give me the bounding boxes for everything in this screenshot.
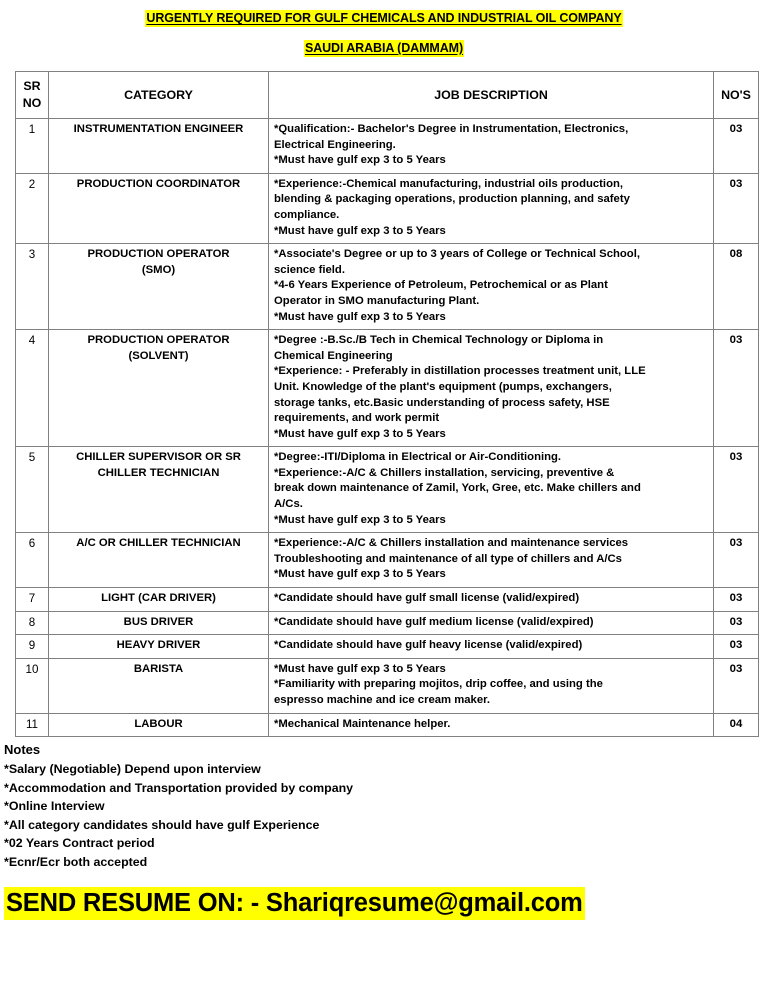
page-title-location: SAUDI ARABIA (DAMMAM) <box>304 41 464 55</box>
table-row <box>16 119 759 174</box>
cell-nos: 03 <box>714 588 759 612</box>
cell-sr-no: 5 <box>16 447 49 533</box>
cell-category <box>49 173 269 243</box>
note-line: *Accommodation and Transportation provided by company <box>4 780 354 795</box>
job-description-line: *Mechanical Maintenance helper. <box>274 717 451 730</box>
job-description-line: Unit. Knowledge of the plant's equipment (pumps, exchangers, <box>274 380 612 393</box>
category-line: PRODUCTION COORDINATOR <box>76 177 241 190</box>
job-description-line: *Associate's Degree or up to 3 years of College or Technical School, <box>274 248 640 261</box>
job-description-line: *Experience: - Preferably in distillation processes treatment unit, LLE <box>274 365 646 378</box>
job-description-line: *Degree :-B.Sc./B Tech in Chemical Technology or Diploma in <box>274 334 604 347</box>
note-line: *Ecnr/Ecr both accepted <box>4 854 148 869</box>
jobs-table-body <box>16 119 759 737</box>
notes-section <box>4 741 768 871</box>
job-description-line: Chemical Engineering <box>274 349 393 362</box>
column-header-job-description: JOB DESCRIPTION <box>269 72 714 119</box>
cell-nos: 03 <box>714 611 759 635</box>
category-line: PRODUCTION OPERATOR <box>87 334 230 347</box>
cell-sr-no: 2 <box>16 173 49 243</box>
category-line: BARISTA <box>133 662 184 675</box>
table-row <box>16 588 759 612</box>
job-description-line: Troubleshooting and maintenance of all type of chillers and A/Cs <box>274 552 622 565</box>
table-row <box>16 635 759 659</box>
cell-nos: 03 <box>714 330 759 447</box>
cell-sr-no: 3 <box>16 244 49 330</box>
table-row <box>16 611 759 635</box>
job-description-line: break down maintenance of Zamil, York, Gree, etc. Make chillers and <box>274 482 641 495</box>
job-description-line: *Must have gulf exp 3 to 5 Years <box>274 154 446 167</box>
job-description-line: *Must have gulf exp 3 to 5 Years <box>274 568 446 581</box>
job-description-line: Operator in SMO manufacturing Plant. <box>274 294 480 307</box>
note-line: *Online Interview <box>4 799 105 814</box>
job-description-line: *Candidate should have gulf small license (valid/expired) <box>274 592 580 605</box>
column-header-sr-no-line2: NO <box>22 96 42 110</box>
table-row <box>16 173 759 243</box>
heading-primary-block <box>0 0 768 27</box>
job-description-line: *Must have gulf exp 3 to 5 Years <box>274 513 446 526</box>
cell-nos: 03 <box>714 173 759 243</box>
cell-sr-no: 9 <box>16 635 49 659</box>
category-line: HEAVY DRIVER <box>116 639 201 652</box>
cell-category <box>49 447 269 533</box>
cell-category <box>49 533 269 588</box>
cell-job-description <box>269 330 714 447</box>
table-row <box>16 658 759 713</box>
cell-sr-no: 10 <box>16 658 49 713</box>
job-description-line: requirements, and work permit <box>274 412 440 425</box>
cell-nos: 03 <box>714 658 759 713</box>
footer-section <box>4 887 768 920</box>
column-header-category: CATEGORY <box>49 72 269 119</box>
jobs-table-header <box>16 72 759 119</box>
job-description-line: Electrical Engineering. <box>274 138 396 151</box>
send-resume-text: SEND RESUME ON: - Shariqresume@gmail.com <box>4 887 585 920</box>
note-line: *02 Years Contract period <box>4 836 155 851</box>
category-line: LIGHT (CAR DRIVER) <box>101 592 216 605</box>
job-description-line: *Must have gulf exp 3 to 5 Years <box>274 427 446 440</box>
jobs-table <box>15 71 759 737</box>
cell-category <box>49 658 269 713</box>
cell-job-description <box>269 713 714 737</box>
job-description-line: *Experience:-A/C & Chillers installation, servicing, preventive & <box>274 466 615 479</box>
cell-job-description <box>269 533 714 588</box>
cell-sr-no: 1 <box>16 119 49 174</box>
job-description-line: blending & packaging operations, production planning, and safety <box>274 193 630 206</box>
cell-sr-no: 4 <box>16 330 49 447</box>
cell-sr-no: 7 <box>16 588 49 612</box>
cell-sr-no: 6 <box>16 533 49 588</box>
cell-category <box>49 244 269 330</box>
cell-category <box>49 635 269 659</box>
category-line: CHILLER SUPERVISOR OR SR <box>76 451 241 464</box>
cell-job-description <box>269 447 714 533</box>
category-line: (SOLVENT) <box>128 349 189 362</box>
cell-category <box>49 588 269 612</box>
cell-sr-no: 8 <box>16 611 49 635</box>
notes-title: Notes <box>4 742 41 758</box>
jobs-table-container <box>15 71 758 737</box>
cell-category <box>49 330 269 447</box>
table-row <box>16 330 759 447</box>
cell-category <box>49 611 269 635</box>
cell-category <box>49 713 269 737</box>
note-line: *All category candidates should have gulf Experience <box>4 817 320 832</box>
job-description-line: *Must have gulf exp 3 to 5 Years <box>274 310 446 323</box>
notes-list <box>4 760 768 871</box>
job-description-line: *Experience:-Chemical manufacturing, industrial oils production, <box>274 177 624 190</box>
job-description-line: *Qualification:- Bachelor's Degree in Instrumentation, Electronics, <box>274 123 629 135</box>
job-description-line: *Candidate should have gulf medium license (valid/expired) <box>274 615 594 628</box>
job-description-line: espresso machine and ice cream maker. <box>274 694 491 706</box>
job-description-line: storage tanks, etc.Basic understanding of process safety, HSE <box>274 396 610 409</box>
cell-nos: 03 <box>714 635 759 659</box>
job-description-line: *Must have gulf exp 3 to 5 Years <box>274 224 446 237</box>
cell-job-description <box>269 635 714 659</box>
column-header-nos: NO'S <box>714 72 759 119</box>
cell-job-description <box>269 244 714 330</box>
cell-nos: 03 <box>714 119 759 174</box>
category-line: (SMO) <box>141 263 176 276</box>
heading-secondary-block <box>0 27 768 57</box>
category-line: INSTRUMENTATION ENGINEER <box>73 123 244 135</box>
job-description-line: *Candidate should have gulf heavy license (valid/expired) <box>274 639 583 652</box>
job-description-line: compliance. <box>274 208 340 221</box>
job-description-line: *4-6 Years Experience of Petroleum, Petrochemical or as Plant <box>274 279 608 292</box>
cell-category <box>49 119 269 174</box>
table-header-row <box>16 72 759 119</box>
category-line: BUS DRIVER <box>123 615 194 628</box>
job-description-line: *Must have gulf exp 3 to 5 Years <box>274 662 446 675</box>
cell-job-description <box>269 173 714 243</box>
cell-nos: 08 <box>714 244 759 330</box>
job-description-line: *Degree:-ITI/Diploma in Electrical or Air-Conditioning. <box>274 451 562 464</box>
cell-job-description <box>269 588 714 612</box>
table-row <box>16 447 759 533</box>
cell-sr-no: 11 <box>16 713 49 737</box>
table-row <box>16 244 759 330</box>
page-title-primary: URGENTLY REQUIRED FOR GULF CHEMICALS AND INDUSTRIAL OIL COMPANY <box>146 11 622 25</box>
job-description-line: science field. <box>274 263 345 276</box>
cell-nos: 03 <box>714 533 759 588</box>
job-description-line: A/Cs. <box>274 498 303 511</box>
note-line: *Salary (Negotiable) Depend upon interview <box>4 762 261 777</box>
table-row <box>16 713 759 737</box>
cell-job-description <box>269 611 714 635</box>
cell-nos: 03 <box>714 447 759 533</box>
job-description-line: *Familiarity with preparing mojitos, drip coffee, and using the <box>274 678 603 691</box>
category-line: CHILLER TECHNICIAN <box>97 466 220 479</box>
column-header-sr-no <box>16 72 49 119</box>
table-row <box>16 533 759 588</box>
cell-job-description <box>269 658 714 713</box>
column-header-sr-no-line1: SR <box>23 79 41 93</box>
cell-job-description <box>269 119 714 174</box>
category-line: LABOUR <box>134 717 183 730</box>
job-description-line: *Experience:-A/C & Chillers installation and maintenance services <box>274 537 629 550</box>
category-line: PRODUCTION OPERATOR <box>87 248 230 261</box>
category-line: A/C OR CHILLER TECHNICIAN <box>76 537 241 550</box>
cell-nos: 04 <box>714 713 759 737</box>
